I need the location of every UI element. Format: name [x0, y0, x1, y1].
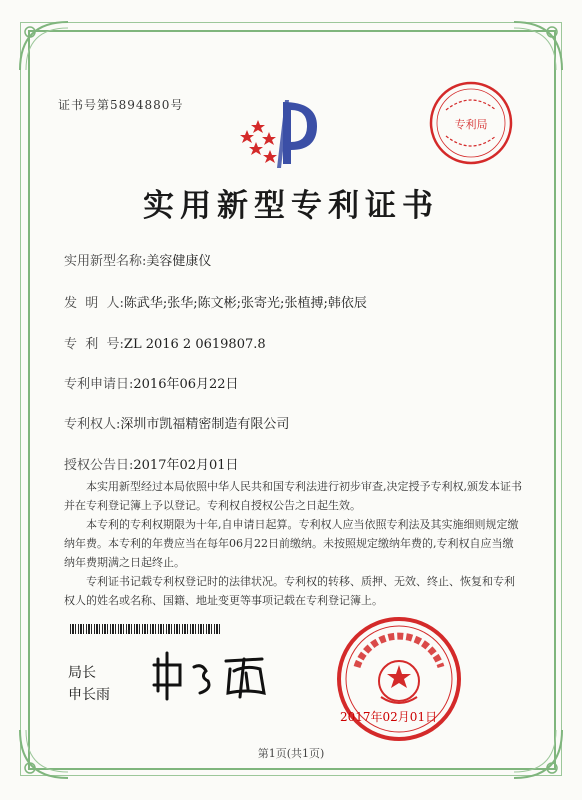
- grant-date-label: 授权公告日:: [64, 458, 134, 473]
- patentee-value: 深圳市凯福精密制造有限公司: [120, 417, 290, 432]
- paragraph-3: 专利证书记载专利权登记时的法律状况。专利权的转移、质押、无效、终止、恢复和专利权人的姓名或名称、国籍、地址变更等事项记载在专利登记簿上。: [64, 575, 515, 607]
- inventor-label: 发 明 人:: [64, 296, 124, 311]
- utility-model-name-label: 实用新型名称:: [64, 254, 147, 269]
- paragraph-2: 本专利的专利权期限为十年,自申请日起算。专利权人应当依照专利法及其实施细则规定缴纳年费。本专利的年费应当在每年06月22日前缴纳。未按照规定缴纳年费的,专利权自应当缴纳年费期满之日起终止。: [64, 518, 519, 569]
- corner-ornament-top-right: [510, 18, 566, 74]
- field-application-date: [64, 373, 239, 392]
- patent-office-logo: [225, 92, 335, 172]
- director-name: 申长雨: [68, 687, 110, 703]
- small-seal-text: 专利局: [454, 118, 488, 131]
- body-text: [64, 477, 524, 610]
- barcode: [70, 624, 220, 634]
- grant-date-value: 2017年02月01日: [133, 458, 239, 473]
- paragraph-1: 本实用新型经过本局依照中华人民共和国专利法进行初步审查,决定授予专利权,颁发本证书并在专利登记簿上予以登记。专利权自授权公告之日起生效。: [64, 480, 522, 512]
- field-utility-model-name: [64, 250, 211, 269]
- field-grant-date: [64, 454, 239, 473]
- certificate-number: 证书号第5894880号: [58, 98, 184, 112]
- utility-model-name-value: 美容健康仪: [146, 254, 212, 269]
- corner-ornament-top-left: [16, 18, 72, 74]
- seal-date: 2017年02月01日: [340, 710, 438, 724]
- inventors-value: 陈武华;张华;陈文彬;张寄光;张植搏;韩依辰: [123, 296, 367, 311]
- certificate-title: 实用新型专利证书: [143, 188, 439, 224]
- patent-number-value: ZL 2016 2 0619807.8: [123, 337, 266, 352]
- field-patentee: [64, 413, 289, 432]
- application-date-value: 2016年06月22日: [133, 377, 239, 392]
- small-red-seal: [428, 80, 514, 166]
- director-title: 局长: [68, 665, 96, 681]
- field-inventors: [64, 292, 367, 311]
- patent-number-label: 专 利 号:: [64, 337, 124, 352]
- patentee-label: 专利权人:: [64, 417, 121, 432]
- field-patent-number: [64, 333, 266, 352]
- director-signature: [150, 645, 280, 705]
- page-number: 第1页(共1页): [257, 747, 325, 760]
- application-date-label: 专利申请日:: [64, 377, 134, 392]
